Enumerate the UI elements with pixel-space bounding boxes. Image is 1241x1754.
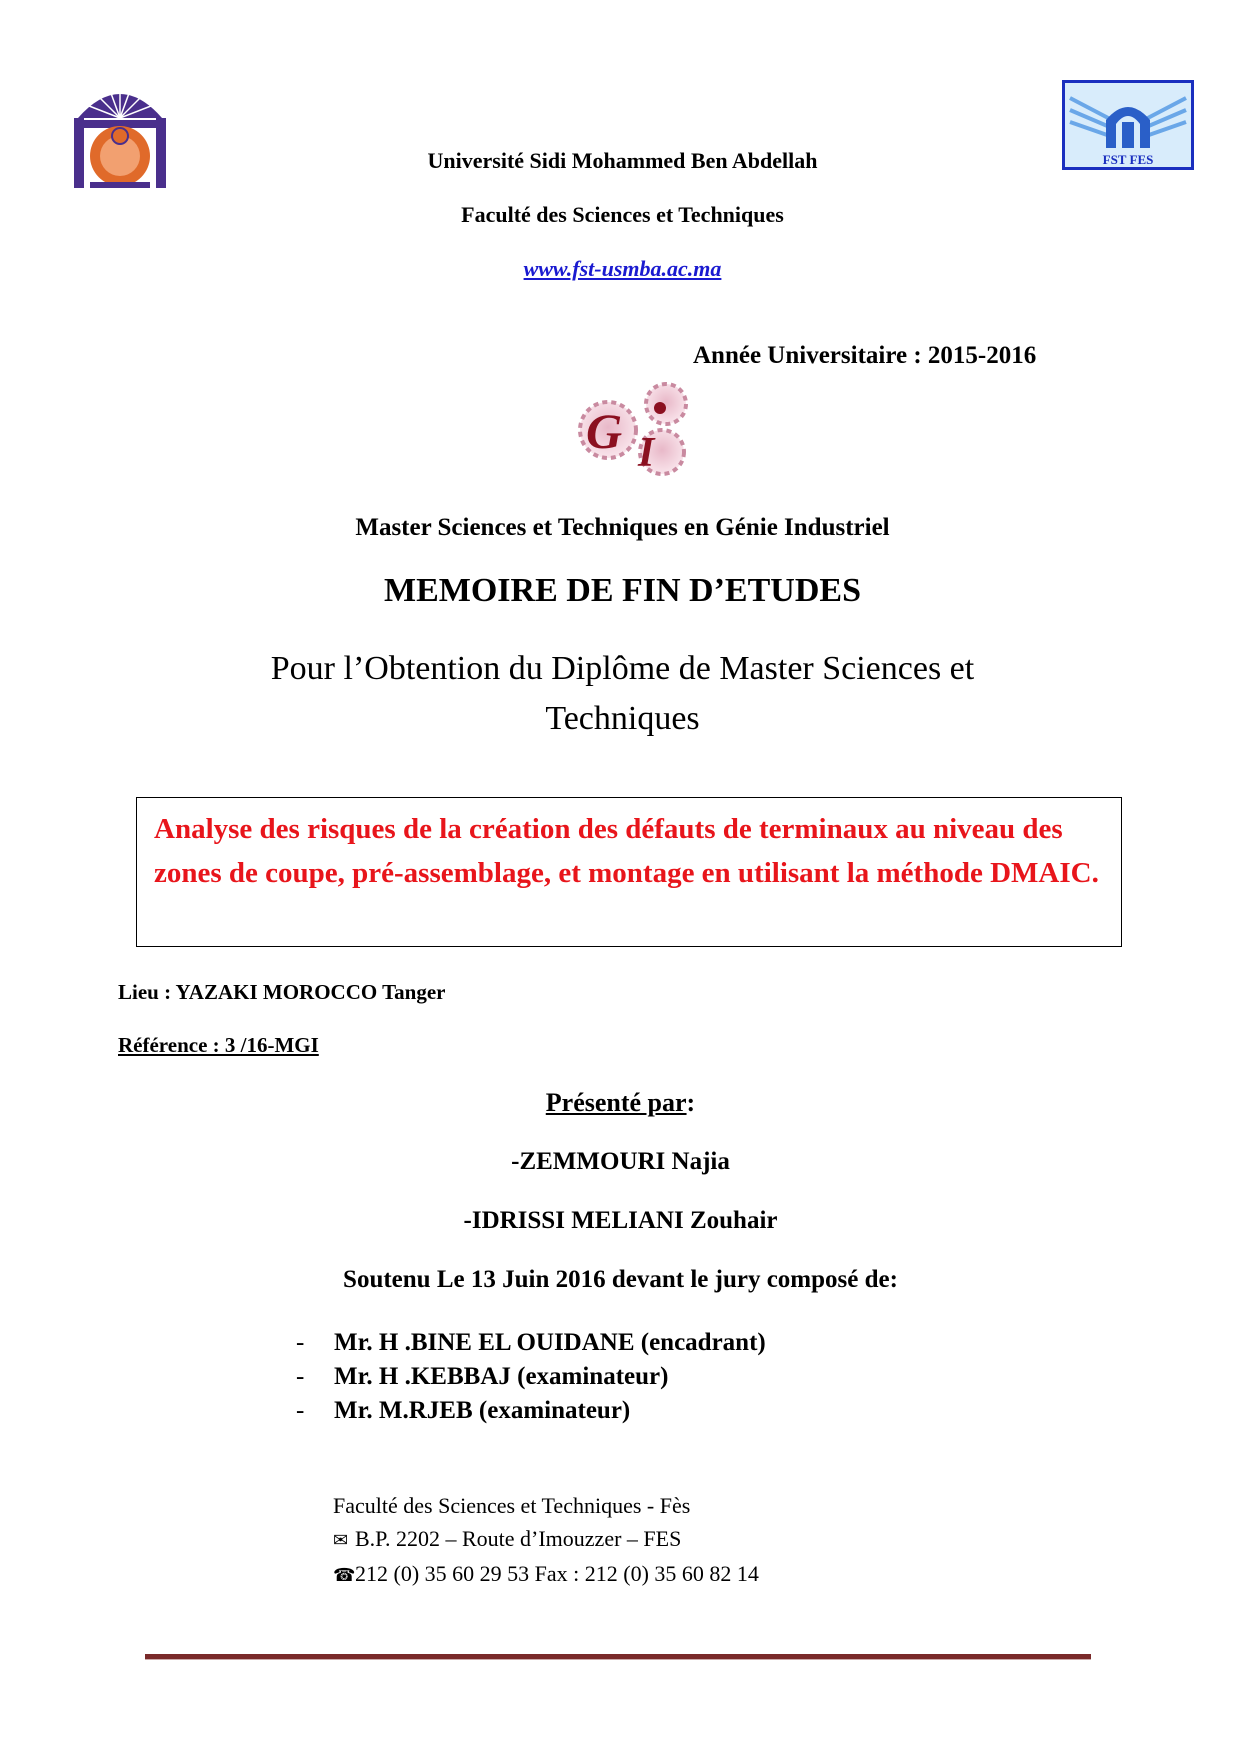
reference: Référence : 3 /16-MGI: [118, 1033, 319, 1057]
location: Lieu : YAZAKI MOROCCO Tanger: [118, 980, 446, 1004]
footer-divider: [145, 1654, 1091, 1660]
thesis-title-box: [136, 797, 1122, 947]
presented-by-colon: :: [686, 1088, 696, 1117]
faculty-name: Faculté des Sciences et Techniques: [461, 202, 784, 227]
obtention-text: Pour l’Obtention du Diplôme de Master Sciences et Techniques: [270, 650, 975, 737]
author-2: -IDRISSI MELIANI Zouhair: [463, 1207, 778, 1234]
contact-footer: [333, 1489, 759, 1592]
footer-phone: 212 (0) 35 60 29 53 Fax : 212 (0) 35 60 82 14: [355, 1561, 759, 1586]
author-1: -ZEMMOURI Najia: [511, 1148, 730, 1175]
mail-icon: ✉: [333, 1530, 349, 1550]
jury-member: - Mr. H .KEBBAJ (examinateur): [296, 1363, 669, 1390]
program-name: Master Sciences et Techniques en Génie Industriel: [355, 514, 890, 541]
defense-line: Soutenu Le 13 Juin 2016 devant le jury composé de:: [343, 1266, 898, 1293]
website-link-line: [0, 256, 1241, 282]
website-link[interactable]: www.fst-usmba.ac.ma: [523, 256, 722, 281]
presented-by-label: Présenté par: [545, 1088, 687, 1117]
university-name: Université Sidi Mohammed Ben Abdellah: [427, 148, 818, 173]
footer-address: B.P. 2202 – Route d’Imouzzer – FES: [355, 1526, 682, 1551]
fst-fes-logo-text: FST FES: [1102, 152, 1154, 167]
footer-phone-line: [333, 1557, 759, 1592]
document-type: MEMOIRE DE FIN D’ETUDES: [384, 572, 861, 609]
gi-letter-i: I: [638, 430, 655, 476]
jury-member: - Mr. M.RJEB (examinateur): [296, 1397, 631, 1424]
obtention-subtitle: [0, 644, 1241, 744]
gi-gears-logo: [570, 380, 710, 488]
footer-faculty: Faculté des Sciences et Techniques - Fès: [333, 1493, 691, 1518]
jury-list: [296, 1326, 766, 1428]
gi-letter-g: G: [586, 403, 623, 459]
footer-address-line: [333, 1522, 759, 1557]
jury-member: - Mr. H .BINE EL OUIDANE (encadrant): [296, 1329, 766, 1356]
presented-by-heading: [0, 1088, 1241, 1118]
thesis-title: Analyse des risques de la création des défauts de terminaux au niveau des zones de coupe, pré-assemblage, et montage en utilisant la méthode DMAIC.: [154, 813, 1099, 889]
academic-year: Année Universitaire : 2015-2016: [693, 342, 1037, 369]
phone-icon: ☎: [333, 1565, 356, 1585]
